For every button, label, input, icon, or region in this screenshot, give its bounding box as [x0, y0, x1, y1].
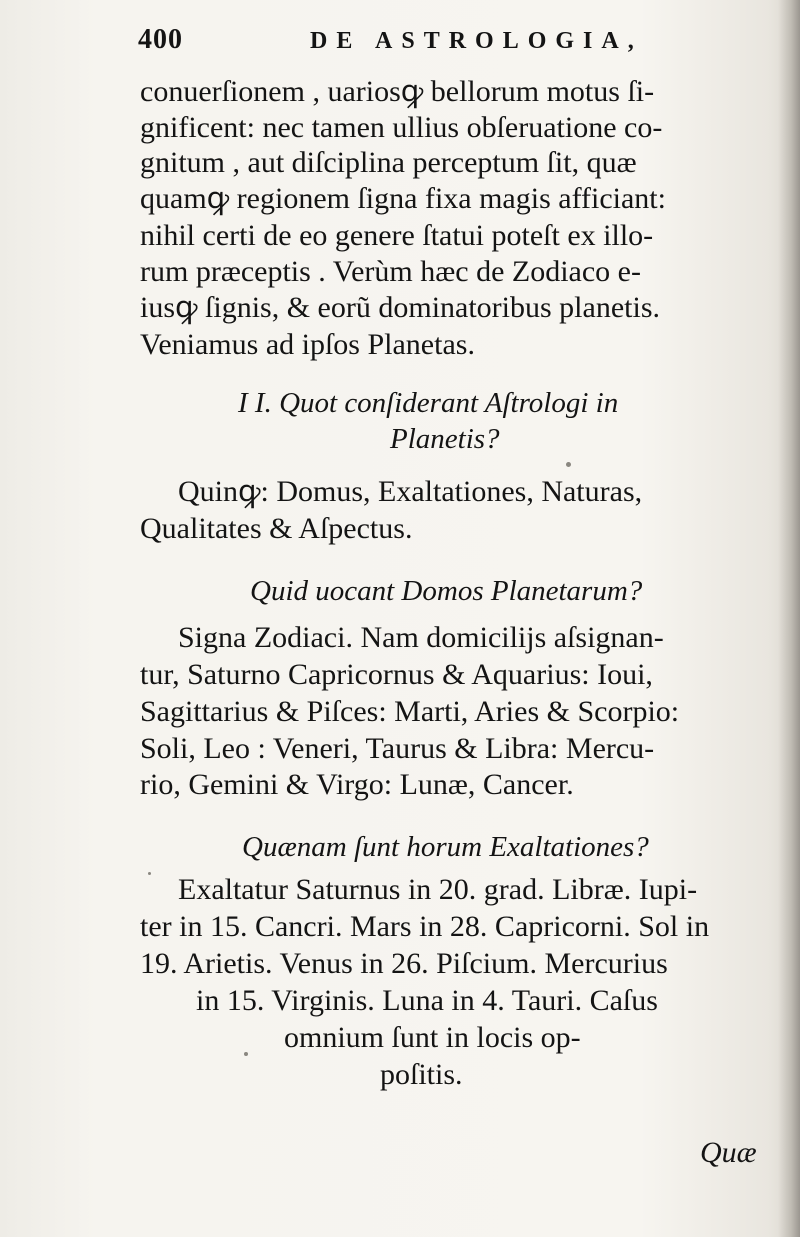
question-heading: I I. Quot conſiderant Aſtrologi in — [238, 387, 619, 419]
text-line: Soli, Leo : Veneri, Taurus & Libra: Mercu- — [140, 732, 655, 765]
page-number: 400 — [138, 24, 183, 55]
text-line: quamꝙ regionem ſigna fixa magis afficiant: — [140, 182, 666, 215]
text-line: gnitum , aut diſciplina perceptum ſit, quæ — [140, 146, 637, 179]
text-line: Quinꝙ: Domus, Exaltationes, Naturas, — [178, 475, 643, 508]
text-line: Qualitates & Aſpectus. — [140, 512, 413, 545]
question-heading: Quænam ſunt horum Exaltationes? — [242, 831, 649, 863]
text-line: Signa Zodiaci. Nam domiciliјs aſsignan- — [178, 621, 664, 654]
text-line: 19. Arietis. Venus in 26. Piſcium. Mercurius — [140, 947, 668, 980]
text-line: Veniamus ad ipſos Planetas. — [140, 328, 475, 361]
text-line: conuerſionem , uariosꝙ bellorum motus ſi- — [140, 75, 655, 108]
page-header — [138, 24, 758, 64]
ink-speck — [244, 1052, 248, 1056]
catchword: Quæ — [700, 1136, 757, 1169]
text-line: rio, Gemini & Virgo: Lunæ, Cancer. — [140, 768, 574, 801]
text-line: nihil certi de eo genere ſtatui poteſt ex illo- — [140, 219, 654, 252]
text-line: in 15. Virginis. Luna in 4. Tauri. Caſus — [196, 984, 658, 1017]
ink-speck — [148, 872, 151, 875]
question-heading-continued: Planetis? — [390, 423, 500, 455]
text-line: Exaltatur Saturnus in 20. grad. Libræ. Iupi- — [178, 873, 698, 906]
running-title: DE ASTROLOGIA, — [310, 28, 643, 54]
ink-speck — [566, 462, 571, 467]
text-line: iusꝙ ſignis, & eorũ dominatoribus planetis. — [140, 291, 660, 324]
text-line: rum præceptis . Verùm hæc de Zodiaco e- — [140, 255, 641, 288]
text-line: omnium ſunt in locis op- — [284, 1021, 581, 1054]
text-line: tur, Saturno Capricornus & Aquarius: Ioui, — [140, 658, 653, 691]
text-line: poſitis. — [380, 1058, 463, 1091]
text-line: ter in 15. Cancri. Mars in 28. Capricorni. Sol in — [140, 910, 710, 943]
question-heading: Quid uocant Domos Planetarum? — [250, 575, 643, 607]
text-line: gnificent: nec tamen ullius obſeruatione co- — [140, 111, 663, 144]
text-line: Sagittarius & Piſces: Marti, Aries & Scorpio: — [140, 695, 680, 728]
page-gutter-shadow — [778, 0, 800, 1237]
